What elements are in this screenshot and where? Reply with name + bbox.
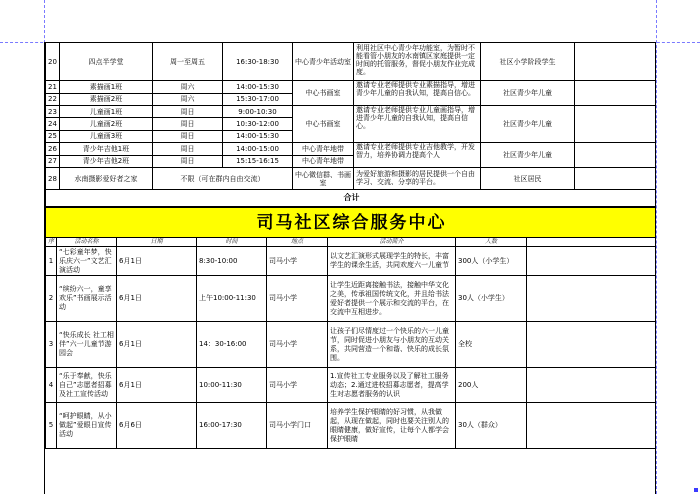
activity-name: 儿童画2班	[60, 118, 153, 130]
activity-desc	[354, 106, 481, 143]
activity-place: 中心青年地带	[293, 155, 354, 168]
activity-name: 青少年吉他2班	[60, 155, 153, 168]
header-row	[46, 238, 657, 247]
activity-table-bottom	[45, 207, 656, 449]
empty-cell	[575, 106, 657, 143]
resize-handle[interactable]	[694, 488, 698, 492]
col-header-people: 人数	[456, 238, 527, 247]
total-label: 合计	[46, 190, 657, 207]
row-number: 3	[46, 322, 57, 368]
row-number: 2	[46, 276, 57, 322]
row-number: 25	[46, 130, 60, 142]
activity-time: 14:00-15:30	[223, 130, 293, 142]
row-number: 24	[46, 118, 60, 130]
table-row	[46, 43, 657, 81]
banner-row	[46, 208, 657, 238]
activity-day: 周日	[153, 130, 223, 142]
activity-time: 16:30-18:30	[223, 43, 293, 81]
row-number: 4	[46, 368, 57, 403]
activity-name	[57, 368, 117, 403]
row-number: 1	[46, 247, 57, 276]
activity-time: 15:15-16:15	[223, 155, 293, 168]
activity-place: 中心微信群、书画室	[293, 168, 354, 190]
row-number: 28	[46, 168, 60, 190]
table-row	[46, 106, 657, 118]
empty-cell	[527, 403, 657, 449]
activity-time: 9:00-10:30	[223, 106, 293, 118]
activity-place: 司马小学	[267, 276, 328, 322]
activity-target: 社区青少年儿童	[481, 81, 575, 106]
activity-desc-text: 利用社区中心青少年功能室，为暂时不能看管小朋友的水南镇区家庭提供一定时间的托管服务，督促小朋友作业完成度。	[356, 43, 475, 76]
activity-desc-text: 让学生近距离接触书法，接触中华文化之美，传承祖国传统文化，并且给书法爱好者提供一个展示和交流的平台，在交流中互相进步。	[330, 280, 449, 316]
activity-desc	[328, 322, 456, 368]
activity-name: 水南摄影爱好者之家	[60, 168, 153, 190]
empty-cell	[575, 143, 657, 168]
activity-time: 14:00-15:30	[223, 81, 293, 94]
empty-cell	[527, 238, 657, 247]
empty-cell	[527, 276, 657, 322]
activity-date: 6月1日	[117, 368, 197, 403]
table-row	[46, 81, 657, 94]
activity-day: 周日	[153, 143, 223, 156]
activity-desc	[354, 81, 481, 106]
activity-name: 儿童画1班	[60, 106, 153, 118]
activity-time: 16:00-17:30	[197, 403, 267, 449]
activity-desc	[328, 276, 456, 322]
activity-desc-text: 邀请专业老师提供专业素描指导，增进青少年儿童的自我认知，提高自信心。	[356, 81, 475, 97]
empty-cell	[575, 43, 657, 81]
activity-name: 四点半学堂	[60, 43, 153, 81]
activity-date: 6月1日	[117, 247, 197, 276]
activity-name-text: “乐于奉献，快乐自己”志愿者招募及社工宣传活动	[59, 371, 112, 398]
col-header-desc: 活动简介	[328, 238, 456, 247]
activity-people: 30人（群众）	[456, 403, 527, 449]
activity-target: 社区青少年儿童	[481, 143, 575, 168]
total-row	[46, 190, 657, 207]
row-number: 26	[46, 143, 60, 156]
activity-desc-text: 邀请专业老师提供专业儿童画指导，增进青少年儿童的自我认知，提高自信心。	[356, 106, 475, 130]
activity-place: 中心书画室	[293, 106, 354, 143]
activity-desc-text: 1.宣传社工专业服务以及了解社工服务动态；2.通过进校招募志愿者，提高学生对志愿者服务的认识	[330, 371, 449, 398]
empty-cell	[527, 247, 657, 276]
table-row	[46, 247, 657, 276]
activity-people: 全校	[456, 322, 527, 368]
activity-name: 儿童画3班	[60, 130, 153, 142]
activity-name: 素描画1班	[60, 81, 153, 94]
activity-desc-text: 邀请专业老师提供专业吉他教学，开发智力，培养协调力提高个人	[356, 143, 475, 159]
activity-name: 青少年吉他1班	[60, 143, 153, 156]
activity-name-text: “快乐成长 社工相伴”六一儿童节游园会	[59, 331, 114, 357]
activity-time: 10:00-11:30	[197, 368, 267, 403]
empty-cell	[575, 168, 657, 190]
activity-desc	[354, 43, 481, 81]
activity-date: 6月1日	[117, 276, 197, 322]
banner-title: 司马社区综合服务中心	[46, 208, 657, 238]
activity-day: 周日	[153, 118, 223, 130]
activity-name	[57, 322, 117, 368]
row-number: 22	[46, 93, 60, 106]
activity-desc	[354, 168, 481, 190]
activity-day: 周六	[153, 81, 223, 94]
activity-place: 中心青年地带	[293, 143, 354, 156]
col-header-name: 活动名称	[57, 238, 117, 247]
activity-desc-text: 让孩子们尽情度过一个快乐的六一儿童节，同时促进小朋友与小朋友的互动关系，共同营造一个和谐、快乐的成长氛围。	[330, 326, 449, 362]
activity-desc	[328, 403, 456, 449]
activity-day: 不限（可在群内自由交流）	[153, 168, 293, 190]
table-row	[46, 368, 657, 403]
activity-name: 素描画2班	[60, 93, 153, 106]
row-number: 20	[46, 43, 60, 81]
activity-time: 10:30-12:00	[223, 118, 293, 130]
activity-time: 8:30-10:00	[197, 247, 267, 276]
activity-date: 6月6日	[117, 403, 197, 449]
activity-date: 6月1日	[117, 322, 197, 368]
activity-name	[57, 276, 117, 322]
activity-name-text: “七彩童年梦，快乐庆六一”文艺汇演活动	[59, 247, 112, 274]
activity-place: 司马小学	[267, 247, 328, 276]
table-row	[46, 168, 657, 190]
activity-desc-text: 培养学生保护眼睛的好习惯，从我做起，从现在做起，同时也要关注别人的眼睛健康，做好宣传，让每个人都学会保护眼睛	[330, 407, 449, 443]
row-number: 27	[46, 155, 60, 168]
activity-desc-text: 为爱好旅游和摄影的居民提供一个自由学习、交流、分享的平台。	[356, 169, 475, 186]
page-break-line-right	[656, 0, 657, 494]
activity-desc	[328, 368, 456, 403]
activity-place: 司马小学	[267, 322, 328, 368]
activity-people: 300人（小学生）	[456, 247, 527, 276]
col-header-date: 日期	[117, 238, 197, 247]
activity-desc	[328, 247, 456, 276]
activity-time: 上午10:00-11:30	[197, 276, 267, 322]
activity-day: 周一至周五	[153, 43, 223, 81]
activity-name	[57, 247, 117, 276]
activity-time: 14：30-16:00	[197, 322, 267, 368]
empty-cell	[527, 322, 657, 368]
activity-day: 周日	[153, 155, 223, 168]
activity-desc-text: 以文艺汇演形式展现学生的特长，丰富学生的课余生活，共同欢度六一儿童节	[330, 252, 449, 269]
activity-desc	[354, 143, 481, 168]
row-number: 21	[46, 81, 60, 94]
activity-place: 司马小学门口	[267, 403, 328, 449]
activity-place: 中心书画室	[293, 81, 354, 106]
print-area	[44, 42, 656, 494]
activity-target: 社区青少年儿童	[481, 106, 575, 143]
col-header-place: 地点	[267, 238, 328, 247]
table-row	[46, 322, 657, 368]
activity-place: 中心青少年活动室	[293, 43, 354, 81]
activity-name	[57, 403, 117, 449]
table-row	[46, 276, 657, 322]
empty-cell	[575, 81, 657, 106]
activity-table-top	[45, 42, 656, 207]
activity-target: 社区小学阶段学生	[481, 43, 575, 81]
empty-cell	[527, 368, 657, 403]
activity-time: 15:30-17:00	[223, 93, 293, 106]
activity-name-text: “呵护眼睛，从小做起”爱眼日宣传活动	[59, 412, 112, 438]
activity-name-text: “缤纷六一，童享欢乐”书画展示活动	[59, 285, 112, 311]
activity-place: 司马小学	[267, 368, 328, 403]
row-number: 23	[46, 106, 60, 118]
activity-day: 周六	[153, 93, 223, 106]
col-header-time: 时间	[197, 238, 267, 247]
activity-time: 14:00-15:00	[223, 143, 293, 156]
row-number: 5	[46, 403, 57, 449]
activity-people: 30人（小学生）	[456, 276, 527, 322]
col-header-no: 序	[46, 238, 57, 247]
activity-people: 200人	[456, 368, 527, 403]
table-row	[46, 403, 657, 449]
activity-day: 周日	[153, 106, 223, 118]
table-row	[46, 143, 657, 156]
activity-target: 社区居民	[481, 168, 575, 190]
